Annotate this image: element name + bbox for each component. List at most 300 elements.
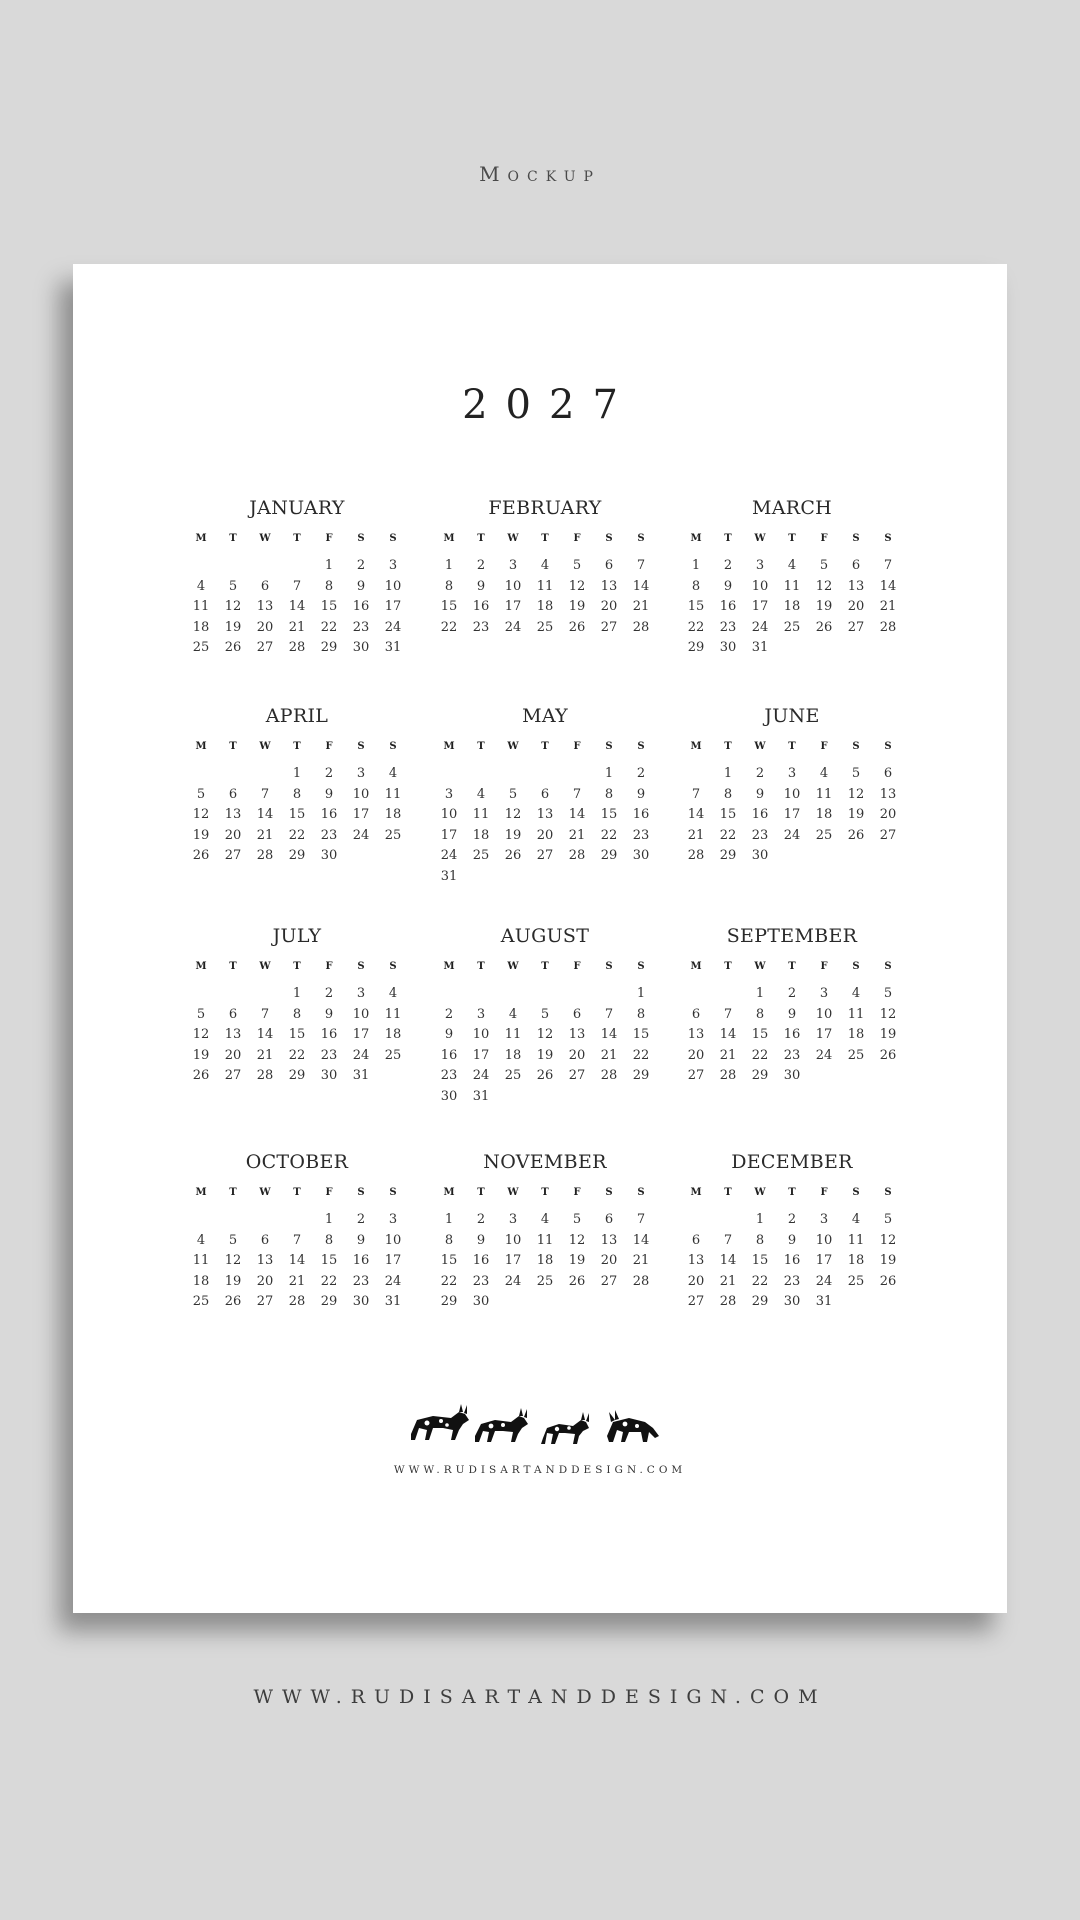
weekday-label: T [293, 741, 301, 752]
day-cell: 27 [224, 848, 242, 863]
bottom-url: WWW.RUDISARTANDDESIGN.COM [253, 1686, 827, 1708]
weekday-label: T [477, 961, 485, 972]
day-cell [808, 1066, 840, 1087]
day-cell: 29 [288, 848, 306, 863]
day-cell: 17 [815, 1253, 833, 1268]
day-cell: 3 [356, 986, 366, 1001]
day-cell [249, 764, 281, 785]
day-cell: 31 [440, 868, 458, 884]
day-cell: 6 [260, 1232, 270, 1248]
weekday-label: W [507, 1187, 519, 1198]
week-row [680, 846, 904, 867]
weekday-header-row [185, 736, 409, 758]
day-cell: 26 [192, 848, 210, 863]
weekday-label: W [754, 1187, 766, 1198]
day-cell: 10 [504, 1232, 522, 1248]
week-row [433, 618, 657, 639]
day-cell: 15 [632, 1027, 650, 1042]
day-cell: 24 [352, 1047, 370, 1063]
day-cell: 20 [687, 1273, 705, 1289]
day-cell: 14 [719, 1027, 737, 1042]
day-cell: 16 [783, 1253, 801, 1268]
week-row [185, 618, 409, 639]
day-cell: 25 [504, 1068, 522, 1083]
day-cell: 5 [508, 786, 518, 802]
day-cell: 4 [476, 786, 486, 802]
day-cell: 21 [719, 1047, 737, 1063]
day-cell [561, 984, 593, 1005]
week-row [433, 826, 657, 847]
day-cell: 22 [632, 1047, 650, 1063]
day-cell: 6 [540, 786, 550, 802]
week-row [185, 597, 409, 618]
week-row [433, 556, 657, 577]
day-cell: 24 [783, 827, 801, 843]
day-cell: 14 [879, 578, 897, 594]
day-cell: 13 [224, 807, 242, 822]
weekday-label: T [724, 1187, 732, 1198]
day-cell: 18 [536, 1253, 554, 1268]
weekday-label: T [477, 741, 485, 752]
day-cell [776, 638, 808, 659]
day-cell [625, 867, 657, 888]
day-cell: 2 [444, 1006, 454, 1022]
day-cell: 28 [600, 1068, 618, 1083]
weekday-label: S [605, 1187, 613, 1198]
day-cell: 9 [755, 786, 765, 802]
day-cell [529, 1087, 561, 1108]
month-december [680, 1148, 904, 1313]
day-cell: 9 [723, 578, 733, 594]
day-cell: 23 [783, 1273, 801, 1289]
weekday-label: T [788, 961, 796, 972]
day-cell [497, 984, 529, 1005]
day-cell: 23 [472, 619, 490, 635]
day-cell: 13 [879, 786, 897, 802]
week-row [433, 1087, 657, 1108]
week-row [680, 577, 904, 598]
day-cell: 9 [444, 1027, 454, 1042]
day-cell: 30 [472, 1294, 490, 1309]
day-cell: 18 [504, 1047, 522, 1063]
day-cell [625, 1087, 657, 1108]
day-cell: 1 [755, 1212, 765, 1227]
weekday-label: S [852, 961, 860, 972]
day-cell: 27 [687, 1294, 705, 1309]
day-cell: 26 [568, 1273, 586, 1289]
month-name: NOVEMBER [483, 1151, 607, 1173]
day-cell [217, 1210, 249, 1231]
day-cell: 16 [719, 599, 737, 614]
day-cell: 30 [751, 848, 769, 863]
day-cell: 15 [320, 599, 338, 614]
day-cell: 26 [192, 1068, 210, 1083]
month-june [680, 702, 904, 867]
weekday-label: W [259, 741, 271, 752]
day-cell: 20 [256, 1273, 274, 1289]
weekday-label: T [229, 741, 237, 752]
day-cell: 2 [324, 766, 334, 781]
day-cell: 10 [440, 807, 458, 822]
day-cell: 24 [815, 1273, 833, 1289]
day-cell [497, 867, 529, 888]
weekday-label: T [541, 961, 549, 972]
day-cell: 8 [444, 578, 454, 594]
week-row [433, 764, 657, 785]
day-cell: 25 [384, 827, 402, 843]
day-cell: 24 [504, 1273, 522, 1289]
day-cell: 22 [719, 827, 737, 843]
day-cell: 4 [388, 766, 398, 781]
day-cell: 15 [440, 1253, 458, 1268]
day-cell [345, 846, 377, 867]
day-cell: 4 [819, 766, 829, 781]
day-cell [872, 846, 904, 867]
day-cell: 27 [256, 640, 274, 655]
day-cell: 2 [476, 558, 486, 573]
weekday-label: S [852, 1187, 860, 1198]
calendar-sheet [73, 264, 1007, 1613]
day-cell: 11 [815, 786, 833, 802]
weekday-label: T [541, 1187, 549, 1198]
day-cell: 8 [324, 578, 334, 594]
day-cell: 23 [320, 1047, 338, 1063]
day-cell: 28 [719, 1294, 737, 1309]
day-cell: 10 [352, 786, 370, 802]
day-cell: 5 [851, 766, 861, 781]
months-grid [185, 494, 925, 1354]
day-cell: 9 [787, 1232, 797, 1248]
day-cell: 21 [879, 599, 897, 614]
weekday-label: T [788, 533, 796, 544]
weekday-label: W [259, 533, 271, 544]
day-cell: 19 [879, 1253, 897, 1268]
day-cell: 29 [719, 848, 737, 863]
day-cell: 4 [851, 1212, 861, 1227]
day-cell: 6 [883, 766, 893, 781]
day-cell: 26 [536, 1068, 554, 1083]
day-cell: 8 [604, 786, 614, 802]
day-cell: 26 [815, 619, 833, 635]
weekday-header-row [680, 956, 904, 978]
day-cell: 9 [476, 1232, 486, 1248]
day-cell: 10 [783, 786, 801, 802]
day-cell [561, 1292, 593, 1313]
day-cell: 29 [600, 848, 618, 863]
day-cell: 19 [536, 1047, 554, 1063]
day-cell: 15 [687, 599, 705, 614]
weekday-label: W [507, 741, 519, 752]
day-cell: 8 [755, 1006, 765, 1022]
day-cell: 1 [444, 1212, 454, 1227]
weekday-label: F [820, 961, 828, 972]
day-cell: 16 [440, 1047, 458, 1063]
day-cell: 21 [288, 1273, 306, 1289]
day-cell: 16 [783, 1027, 801, 1042]
day-cell: 12 [568, 578, 586, 594]
day-cell [712, 984, 744, 1005]
day-cell [712, 1210, 744, 1231]
day-cell: 13 [568, 1027, 586, 1042]
day-cell: 18 [847, 1253, 865, 1268]
day-cell: 28 [568, 848, 586, 863]
day-cell: 11 [192, 599, 210, 614]
day-cell: 5 [196, 1006, 206, 1022]
day-cell: 28 [632, 619, 650, 635]
weekday-label: T [293, 533, 301, 544]
week-row [680, 1046, 904, 1067]
day-cell: 6 [228, 1006, 238, 1022]
day-cell: 21 [632, 1253, 650, 1268]
weekday-label: T [541, 741, 549, 752]
day-cell: 3 [508, 558, 518, 573]
weekday-label: S [884, 1187, 892, 1198]
month-february [433, 494, 657, 638]
day-cell: 13 [224, 1027, 242, 1042]
day-cell: 1 [444, 558, 454, 573]
day-cell: 21 [568, 827, 586, 843]
day-cell [680, 984, 712, 1005]
week-row [185, 1210, 409, 1231]
day-cell [680, 764, 712, 785]
day-cell: 17 [472, 1047, 490, 1063]
day-cell: 20 [600, 1253, 618, 1268]
day-cell: 29 [440, 1294, 458, 1309]
weekday-label: M [690, 741, 702, 752]
day-cell: 3 [508, 1212, 518, 1227]
week-row [680, 1231, 904, 1252]
day-cell: 21 [256, 1047, 274, 1063]
weekday-label: S [605, 741, 613, 752]
day-cell: 18 [815, 807, 833, 822]
day-cell: 2 [723, 558, 733, 573]
day-cell: 13 [536, 807, 554, 822]
day-cell: 17 [504, 599, 522, 614]
weekday-label: M [443, 961, 455, 972]
day-cell: 28 [256, 1068, 274, 1083]
day-cell: 26 [568, 619, 586, 635]
day-cell: 8 [723, 786, 733, 802]
week-row [185, 805, 409, 826]
week-row [185, 638, 409, 659]
day-cell: 1 [324, 1212, 334, 1227]
day-cell: 27 [879, 827, 897, 843]
week-row [680, 618, 904, 639]
day-cell: 21 [256, 827, 274, 843]
weekday-header-row [185, 528, 409, 550]
day-cell: 19 [192, 1047, 210, 1063]
day-cell [593, 1292, 625, 1313]
weekday-label: S [357, 533, 365, 544]
week-row [433, 1251, 657, 1272]
day-cell: 3 [476, 1006, 486, 1022]
day-cell: 21 [632, 599, 650, 614]
week-row [433, 1025, 657, 1046]
day-cell: 6 [604, 1212, 614, 1227]
day-cell: 17 [815, 1027, 833, 1042]
month-may [433, 702, 657, 887]
month-name: DECEMBER [731, 1151, 853, 1173]
day-cell [185, 984, 217, 1005]
day-cell: 25 [536, 1273, 554, 1289]
day-cell [776, 846, 808, 867]
day-cell: 4 [540, 1212, 550, 1227]
day-cell [840, 846, 872, 867]
day-cell: 23 [440, 1068, 458, 1083]
day-cell: 8 [324, 1232, 334, 1248]
week-row [185, 785, 409, 806]
weekday-label: M [690, 533, 702, 544]
week-row [680, 1272, 904, 1293]
day-cell [529, 984, 561, 1005]
weekday-label: W [507, 961, 519, 972]
day-cell: 10 [352, 1006, 370, 1022]
day-cell: 22 [440, 1273, 458, 1289]
day-cell: 18 [384, 807, 402, 822]
month-name: MARCH [751, 497, 833, 519]
day-cell: 27 [224, 1068, 242, 1083]
weekday-label: T [293, 961, 301, 972]
week-row [185, 1231, 409, 1252]
day-cell: 6 [691, 1232, 701, 1248]
weekday-header-row [433, 1182, 657, 1204]
week-row [433, 1231, 657, 1252]
day-cell: 11 [847, 1232, 865, 1248]
day-cell: 10 [504, 578, 522, 594]
day-cell: 2 [787, 986, 797, 1001]
day-cell: 22 [751, 1273, 769, 1289]
weekday-label: S [852, 533, 860, 544]
day-cell: 1 [636, 986, 646, 1001]
day-cell: 31 [815, 1294, 833, 1309]
week-row [680, 597, 904, 618]
month-september [680, 922, 904, 1087]
day-cell: 19 [815, 599, 833, 614]
weekday-label: S [605, 533, 613, 544]
day-cell [465, 764, 497, 785]
day-cell: 30 [783, 1068, 801, 1083]
day-cell: 14 [256, 1027, 274, 1042]
day-cell: 16 [320, 1027, 338, 1042]
week-row [185, 764, 409, 785]
day-cell: 17 [352, 807, 370, 822]
day-cell: 30 [352, 640, 370, 655]
day-cell: 5 [228, 578, 238, 594]
day-cell: 26 [504, 848, 522, 863]
day-cell: 3 [819, 986, 829, 1001]
day-cell: 13 [600, 578, 618, 594]
day-cell: 14 [719, 1253, 737, 1268]
day-cell: 30 [352, 1294, 370, 1309]
day-cell: 12 [224, 599, 242, 614]
week-row [433, 1210, 657, 1231]
weekday-label: S [389, 961, 397, 972]
day-cell [249, 1210, 281, 1231]
day-cell: 15 [440, 599, 458, 614]
day-cell [593, 1087, 625, 1108]
day-cell: 5 [572, 558, 582, 573]
day-cell: 16 [751, 807, 769, 822]
week-row [433, 846, 657, 867]
day-cell: 18 [192, 619, 210, 635]
week-row [433, 577, 657, 598]
day-cell: 29 [288, 1068, 306, 1083]
day-cell: 15 [719, 807, 737, 822]
day-cell: 4 [388, 986, 398, 1001]
day-cell: 20 [224, 827, 242, 843]
day-cell [377, 846, 409, 867]
day-cell: 12 [536, 1027, 554, 1042]
week-row [185, 826, 409, 847]
week-row [433, 1046, 657, 1067]
day-cell: 19 [568, 599, 586, 614]
day-cell: 3 [356, 766, 366, 781]
day-cell: 18 [847, 1027, 865, 1042]
day-cell: 1 [755, 986, 765, 1001]
weekday-header-row [433, 956, 657, 978]
day-cell: 12 [192, 807, 210, 822]
day-cell: 5 [819, 558, 829, 573]
week-row [433, 1066, 657, 1087]
weekday-label: S [884, 533, 892, 544]
day-cell: 4 [196, 1232, 206, 1248]
day-cell [593, 984, 625, 1005]
day-cell: 24 [440, 848, 458, 863]
day-cell: 12 [847, 786, 865, 802]
day-cell: 10 [815, 1232, 833, 1248]
day-cell: 19 [879, 1027, 897, 1042]
weekday-label: S [637, 533, 645, 544]
month-name: JULY [272, 925, 322, 947]
day-cell: 25 [536, 619, 554, 635]
weekday-label: S [637, 1187, 645, 1198]
day-cell: 21 [288, 619, 306, 635]
day-cell: 13 [687, 1253, 705, 1268]
weekday-label: S [389, 533, 397, 544]
day-cell: 21 [600, 1047, 618, 1063]
day-cell: 17 [751, 599, 769, 614]
day-cell: 12 [568, 1232, 586, 1248]
day-cell: 5 [883, 1212, 893, 1227]
month-july [185, 922, 409, 1087]
day-cell: 10 [384, 578, 402, 594]
month-name: MAY [522, 705, 568, 727]
week-row [185, 984, 409, 1005]
weekday-label: M [195, 533, 207, 544]
day-cell: 11 [504, 1027, 522, 1042]
weekday-label: F [820, 741, 828, 752]
day-cell: 26 [224, 640, 242, 655]
day-cell: 2 [324, 986, 334, 1001]
wild-dogs-silhouette-icon [403, 1398, 673, 1448]
weekday-label: T [293, 1187, 301, 1198]
day-cell: 1 [292, 986, 302, 1001]
day-cell: 17 [440, 827, 458, 843]
weekday-label: T [788, 741, 796, 752]
day-cell: 15 [600, 807, 618, 822]
week-row [680, 638, 904, 659]
day-cell: 10 [384, 1232, 402, 1248]
day-cell: 7 [723, 1232, 733, 1248]
day-cell: 8 [292, 786, 302, 802]
day-cell: 28 [288, 1294, 306, 1309]
weekday-label: W [259, 961, 271, 972]
day-cell: 23 [783, 1047, 801, 1063]
day-cell: 7 [572, 786, 582, 802]
day-cell: 31 [751, 640, 769, 655]
weekday-label: S [389, 741, 397, 752]
day-cell: 27 [847, 619, 865, 635]
